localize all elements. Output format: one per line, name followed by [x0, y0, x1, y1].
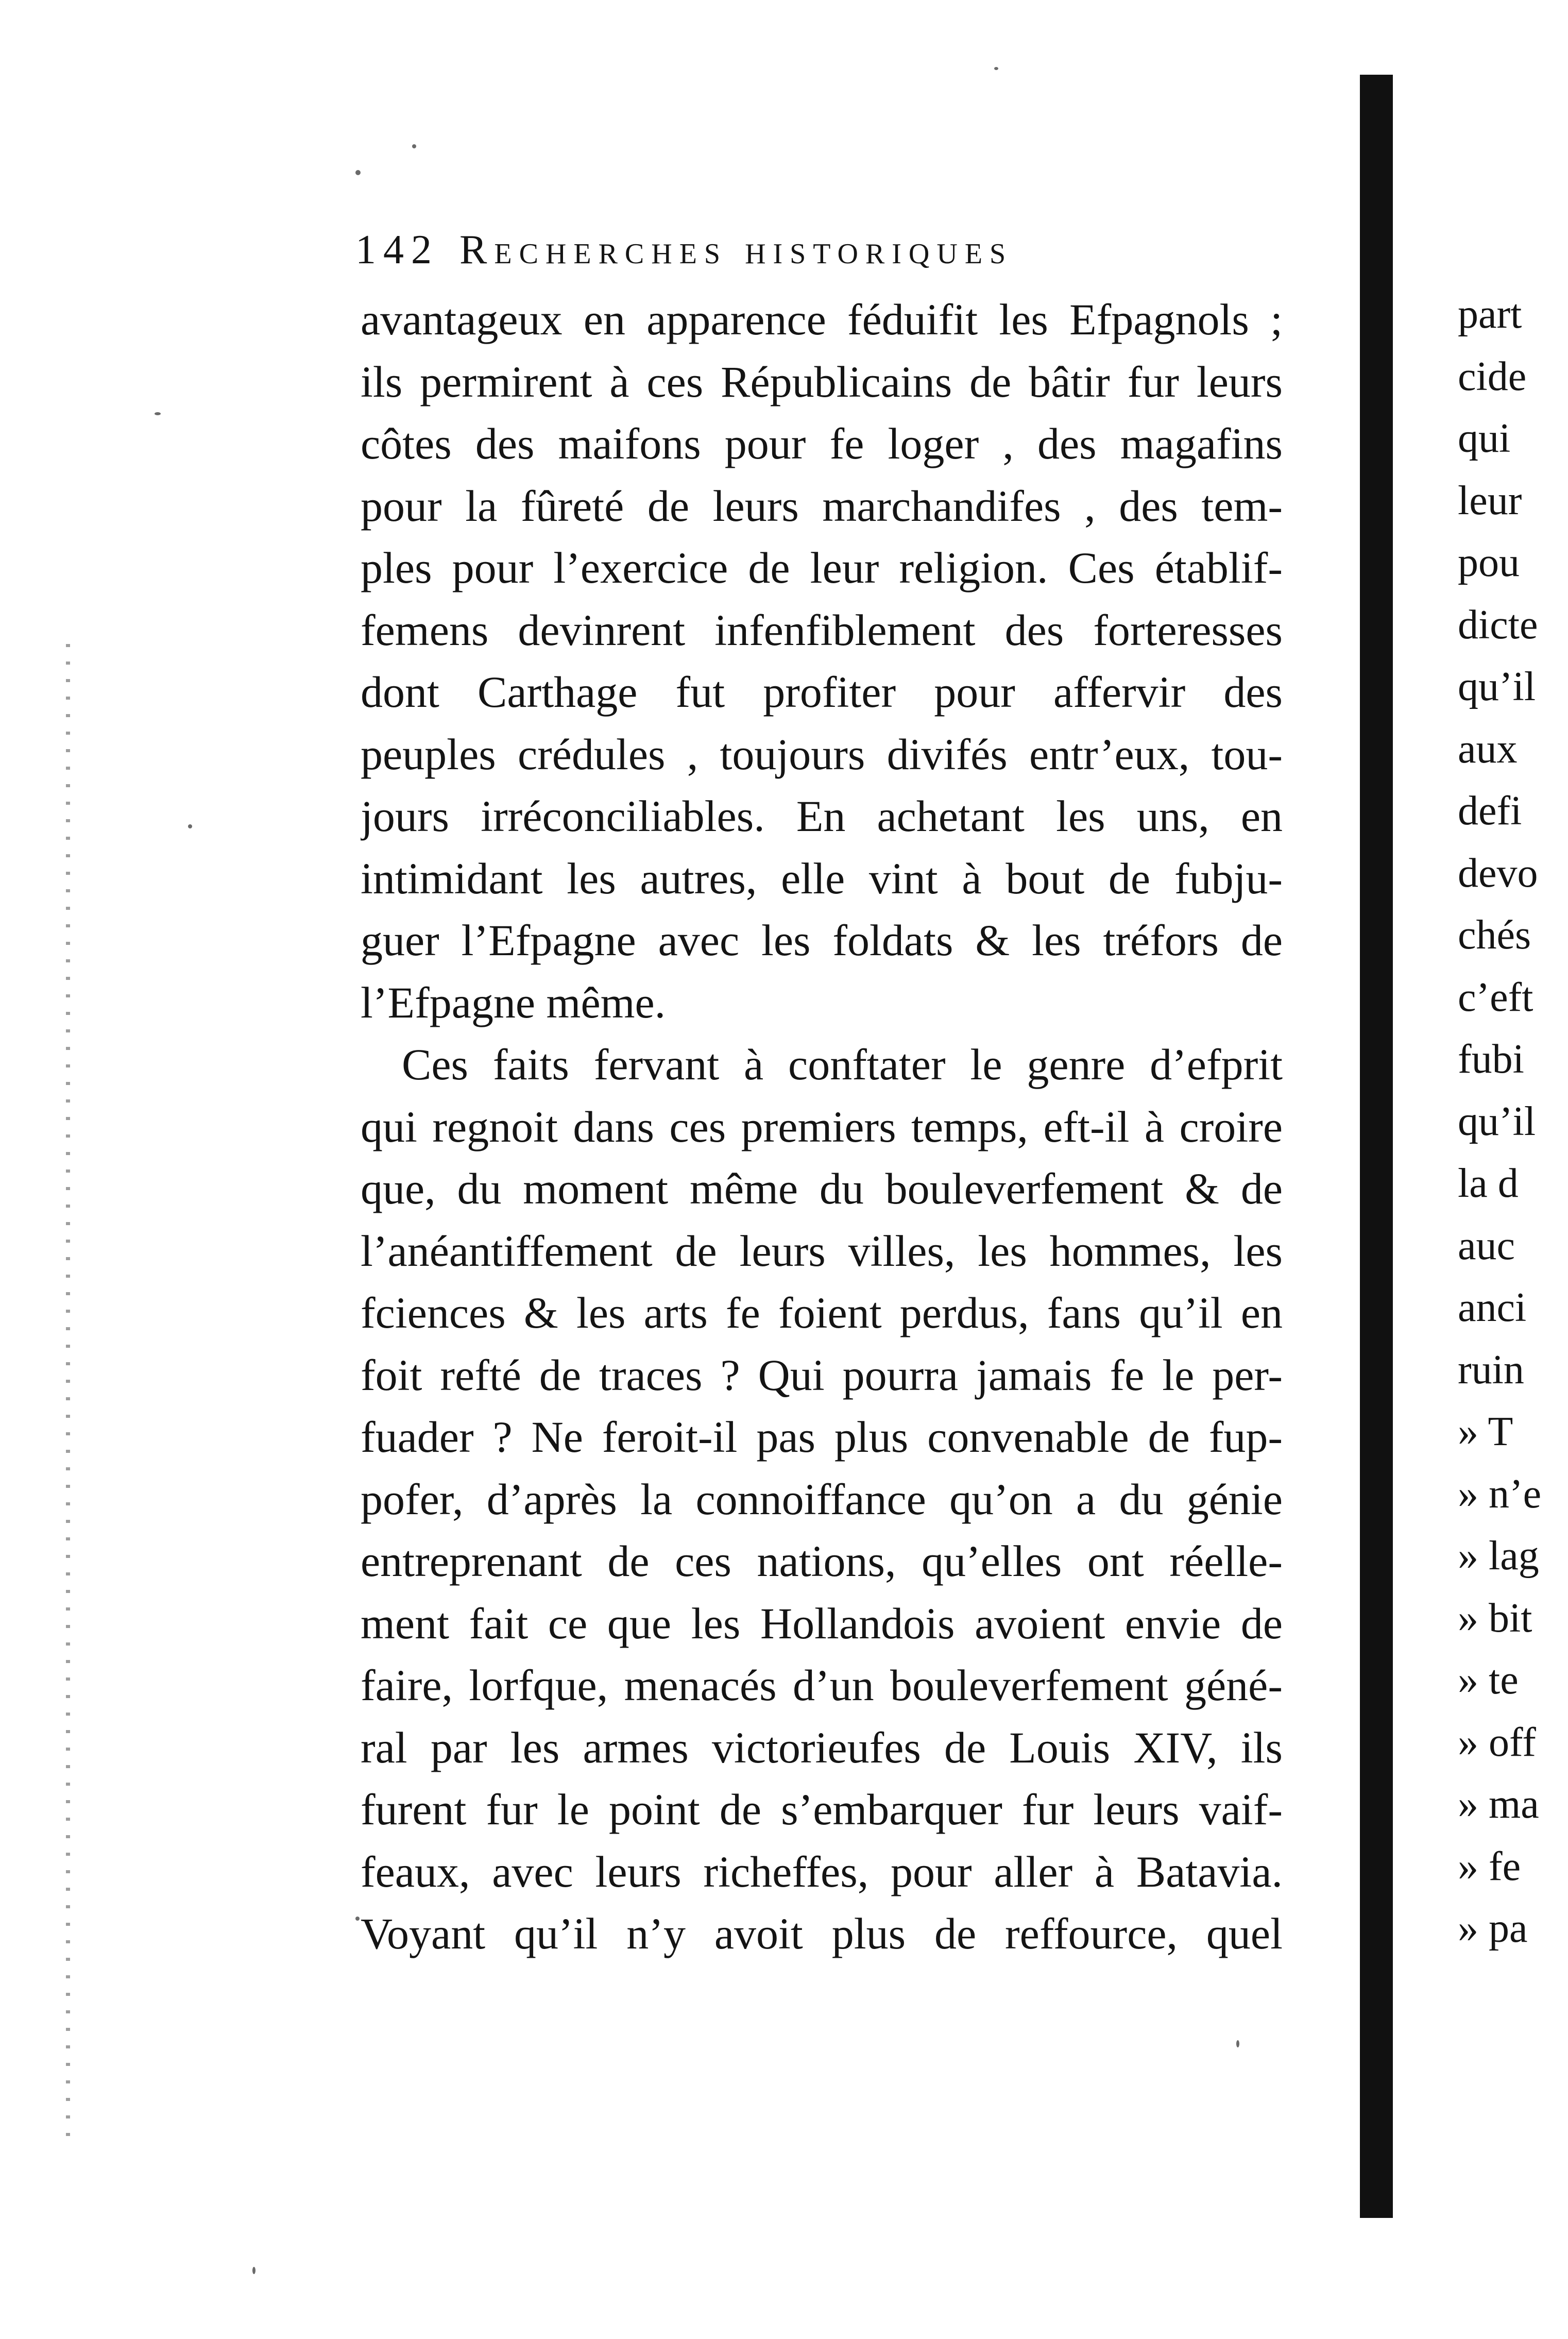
- text-line: femens devinrent infenfiblement des forteresses: [361, 605, 1283, 655]
- ink-speck: [155, 412, 161, 415]
- facing-line: » pa: [1458, 1906, 1528, 1951]
- text-line: faire, lorfque, menacés d’un bouleverfement géné-: [361, 1660, 1283, 1710]
- ink-speck: [252, 2267, 255, 2274]
- text-line: l’Efpagne même.: [361, 977, 666, 1027]
- facing-line: » fe: [1458, 1843, 1521, 1889]
- text-line: avantageux en apparence féduifit les Efpagnols ;: [361, 295, 1283, 344]
- facing-line: qu’il: [1458, 664, 1536, 709]
- text-line: pofer, d’après la connoiffance qu’on a du génie: [361, 1474, 1283, 1524]
- facing-line: devo: [1458, 850, 1538, 896]
- facing-line: » ma: [1458, 1782, 1539, 1827]
- facing-line: fubi: [1458, 1037, 1524, 1082]
- facing-line: ruin: [1458, 1347, 1524, 1393]
- facing-line: aux: [1458, 726, 1518, 772]
- ink-speck: [355, 170, 361, 175]
- facing-line: » T: [1458, 1409, 1513, 1454]
- left-margin-specks: [66, 644, 70, 2138]
- facing-line: » te: [1458, 1657, 1519, 1703]
- text-line: feaux, avec leurs richeffes, pour aller à Batavia.: [361, 1846, 1283, 1896]
- text-line: ment fait ce que les Hollandois avoient envie de: [361, 1598, 1283, 1648]
- text-line: pour la fûreté de leurs marchandifes , des tem-: [361, 481, 1283, 531]
- text-line: foit refté de traces ? Qui pourra jamais fe le per-: [361, 1350, 1283, 1400]
- ink-speck: [412, 144, 416, 148]
- text-line: l’anéantiffement de leurs villes, les hommes, les: [361, 1226, 1283, 1276]
- facing-line: qui: [1458, 416, 1511, 461]
- text-line: Ces faits fervant à conftater le genre d’efprit: [402, 1040, 1283, 1089]
- facing-line: » bit: [1458, 1595, 1532, 1641]
- ink-speck: [1236, 2040, 1239, 2047]
- facing-line: qu’il: [1458, 1098, 1536, 1144]
- facing-line: dicte: [1458, 602, 1538, 648]
- paragraph-2: [361, 1033, 1283, 1965]
- text-line: ils permirent à ces Républicains de bâtir fur leurs: [361, 357, 1283, 406]
- binding-shadow: [1360, 75, 1393, 2218]
- facing-line: part: [1458, 292, 1522, 337]
- facing-line: la d: [1458, 1161, 1519, 1206]
- text-line: Voyant qu’il n’y avoit plus de reffource, quel: [361, 1909, 1283, 1958]
- running-head-title: Recherches historiques: [459, 227, 1013, 273]
- facing-line: » n’e: [1458, 1471, 1542, 1517]
- facing-line: pou: [1458, 540, 1520, 585]
- facing-line: leur: [1458, 478, 1522, 523]
- text-line: jours irréconciliables. En achetant les uns, en: [361, 791, 1283, 841]
- ink-speck: [994, 67, 998, 70]
- main-text-block: [361, 289, 1283, 1965]
- facing-line: » lag: [1458, 1533, 1539, 1579]
- facing-line: defi: [1458, 788, 1522, 834]
- text-line: fciences & les arts fe foient perdus, fans qu’il en: [361, 1288, 1283, 1337]
- ink-speck: [188, 824, 192, 828]
- paragraph-1: [361, 289, 1283, 1033]
- text-line: fuader ? Ne feroit-il pas plus convenable de fup-: [361, 1412, 1283, 1462]
- text-line: peuples crédules , toujours divifés entr’eux, tou-: [361, 729, 1283, 779]
- text-line: côtes des maifons pour fe loger , des magafins: [361, 419, 1283, 468]
- facing-line: cide: [1458, 353, 1527, 399]
- text-line: dont Carthage fut profiter pour affervir des: [361, 667, 1283, 717]
- facing-page-text: [1458, 283, 1568, 1960]
- ink-speck: [355, 1917, 360, 1921]
- running-head: [355, 219, 1308, 281]
- facing-line: chés: [1458, 912, 1531, 958]
- text-line: furent fur le point de s’embarquer fur leurs vaif-: [361, 1785, 1283, 1834]
- text-line: qui regnoit dans ces premiers temps, eft-il à croire: [361, 1101, 1283, 1151]
- text-line: ples pour l’exercice de leur religion. Ces établif-: [361, 543, 1283, 592]
- facing-line: » off: [1458, 1719, 1536, 1765]
- facing-line: anci: [1458, 1285, 1527, 1330]
- text-line: intimidant les autres, elle vint à bout de fubju-: [361, 853, 1283, 903]
- facing-line: auc: [1458, 1223, 1515, 1268]
- facing-line: c’eft: [1458, 974, 1533, 1020]
- text-line: que, du moment même du bouleverfement & de: [361, 1164, 1283, 1213]
- text-line: ral par les armes victorieufes de Louis XIV, ils: [361, 1722, 1283, 1772]
- page-number: 142: [355, 227, 439, 273]
- text-line: guer l’Efpagne avec les foldats & les tréfors de: [361, 916, 1283, 965]
- text-line: entreprenant de ces nations, qu’elles ont réelle-: [361, 1536, 1283, 1586]
